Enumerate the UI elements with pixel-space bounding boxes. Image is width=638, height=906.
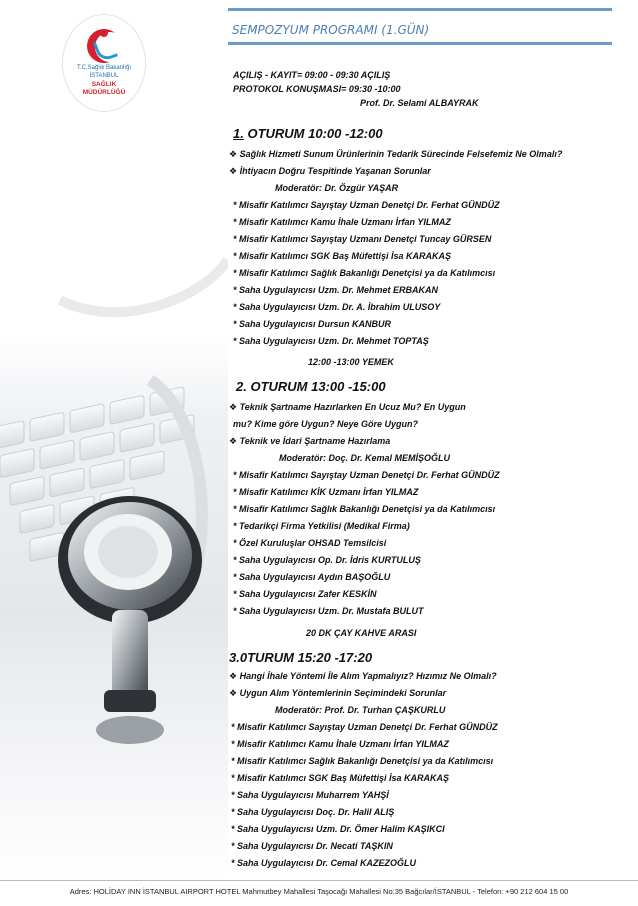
session-2-item: * Özel Kuruluşlar OHSAD Temsilcisi — [233, 538, 387, 548]
page-title: SEMPOZYUM PROGRAMI (1.GÜN) — [232, 23, 430, 37]
session-1-title — [233, 126, 383, 141]
session-1-item: * Misafir Katılımcı Sayıştay Uzman Denetçi Dr. Ferhat GÜNDÜZ — [233, 200, 500, 210]
stethoscope-icon — [0, 0, 228, 880]
session-1-item: * Misafir Katılımcı Sayıştay Uzmanı Denetçi Tuncay GÜRSEN — [233, 234, 492, 244]
session-1-item: * Saha Uygulayıcısı Uzm. Dr. A. İbrahim ULUSOY — [233, 302, 441, 312]
session-1-number: 1. — [233, 126, 244, 141]
lunch-break: 12:00 -13:00 YEMEK — [308, 357, 394, 367]
session-2-title: 2. OTURUM 13:00 -15:00 — [236, 379, 386, 394]
session-3-item: * Misafir Katılımcı Kamu İhale Uzmanı İrfan YILMAZ — [231, 739, 449, 749]
session-1-item: * Saha Uygulayıcısı Uzm. Dr. Mehmet ERBAKAN — [233, 285, 439, 295]
session-1-item: * Saha Uygulayıcısı Dursun KANBUR — [233, 319, 392, 329]
logo-line-4: MÜDÜRLÜĞÜ — [82, 89, 126, 96]
footer-address: Adres: HOLİDAY INN İSTANBUL AIRPORT HOTEL Mahmutbey Mahallesi Taşocağı Mahallesi No:35 Bağcılar/İSTANBUL - Telefon: +90 212 604 15 00 — [69, 887, 569, 896]
stethoscope-keyboard-illustration — [0, 0, 228, 880]
session-2-item: * Saha Uygulayıcısı Op. Dr. İdris KURTULUŞ — [233, 555, 421, 565]
session-2-moderator: Moderatör: Doç. Dr. Kemal MEMİŞOĞLU — [279, 453, 451, 463]
session-2-topic: ❖ Teknik Şartname Hazırlarken En Ucuz Mu? En Uygun — [229, 402, 466, 412]
session-3-title: 3.0TURUM 15:20 -17:20 — [229, 650, 373, 665]
session-2-item: * Saha Uygulayıcısı Aydın BAŞOĞLU — [233, 572, 391, 582]
session-3-item: * Saha Uygulayıcısı Dr. Cemal KAZEZOĞLU — [231, 858, 417, 868]
title-divider — [228, 42, 612, 45]
logo-line-1: T.C.Sağlık Bakanlığı — [76, 65, 132, 71]
opening-registration: AÇILIŞ - KAYIT= 09:00 - 09:30 AÇILIŞ — [233, 70, 391, 80]
session-1-topic: ❖ Sağlık Hizmeti Sunum Ürünlerinin Tedarik Sürecinde Felsefemiz Ne Olmalı? — [229, 149, 563, 159]
session-3-item: * Saha Uygulayıcısı Uzm. Dr. Ömer Halim KAŞIKCI — [231, 824, 445, 834]
session-3-item: * Saha Uygulayıcısı Muharrem YAHŞİ — [231, 790, 389, 800]
session-2-topic: ❖ Teknik ve İdari Şartname Hazırlama — [229, 436, 391, 446]
session-2-item: * Misafir Katılımcı Sağlık Bakanlığı Denetçisi ya da Katılımcısı — [233, 504, 496, 514]
session-1-time: OTURUM 10:00 -12:00 — [247, 126, 383, 141]
session-1-item: * Misafir Katılımcı SGK Baş Müfettişi İsa KARAKAŞ — [233, 251, 452, 261]
protocol-speech: PROTOKOL KONUŞMASI= 09:30 -10:00 — [233, 84, 401, 94]
session-2-topic: mu? Kime göre Uygun? Neye Göre Uygun? — [233, 419, 419, 429]
session-2-item: * Tedarikçi Firma Yetkilisi (Medikal Firma) — [233, 521, 410, 531]
figure-head-icon — [100, 29, 108, 37]
session-2-item: * Misafir Katılımcı KİK Uzmanı İrfan YILMAZ — [233, 487, 419, 497]
coffee-break: 20 DK ÇAY KAHVE ARASI — [306, 628, 417, 638]
session-2-item: * Saha Uygulayıcısı Uzm. Dr. Mustafa BULUT — [233, 606, 424, 616]
logo-line-2: İSTANBUL — [89, 73, 119, 79]
session-3-topic: ❖ Uygun Alım Yöntemlerinin Seçimindeki Sorunlar — [229, 688, 447, 698]
session-3-moderator: Moderatör: Prof. Dr. Turhan ÇAŞKURLU — [275, 705, 446, 715]
session-3-item: * Misafir Katılımcı SGK Baş Müfettişi İsa KARAKAŞ — [231, 773, 450, 783]
session-3-item: * Saha Uygulayıcısı Dr. Necati TAŞKIN — [231, 841, 393, 851]
session-1-moderator: Moderatör: Dr. Özgür YAŞAR — [275, 183, 399, 193]
session-1-item: * Misafir Katılımcı Kamu İhale Uzmanı İrfan YILMAZ — [233, 217, 451, 227]
footer-divider — [0, 880, 638, 881]
session-1-topic: ❖ İhtiyacın Doğru Tespitinde Yaşanan Sorunlar — [229, 166, 431, 176]
session-3-item: * Misafir Katılımcı Sayıştay Uzman Denetçi Dr. Ferhat GÜNDÜZ — [231, 722, 498, 732]
session-3-topic: ❖ Hangi İhale Yöntemi İle Alım Yapmalıyız? Hızımız Ne Olmalı? — [229, 671, 497, 681]
session-1-item: * Misafir Katılımcı Sağlık Bakanlığı Denetçisi ya da Katılımcısı — [233, 268, 496, 278]
session-3-item: * Saha Uygulayıcısı Doç. Dr. Halil ALIŞ — [231, 807, 395, 817]
session-3-item: * Misafir Katılımcı Sağlık Bakanlığı Denetçisi ya da Katılımcısı — [231, 756, 494, 766]
session-2-item: * Saha Uygulayıcısı Zafer KESKİN — [233, 589, 377, 599]
session-2-item: * Misafir Katılımcı Sayıştay Uzman Denetçi Dr. Ferhat GÜNDÜZ — [233, 470, 500, 480]
logo-line-3: SAĞLIK — [91, 81, 117, 88]
session-1-item: * Saha Uygulayıcısı Uzm. Dr. Mehmet TOPTAŞ — [233, 336, 429, 346]
opening-speaker: Prof. Dr. Selami ALBAYRAK — [360, 98, 479, 108]
health-directorate-logo — [62, 14, 146, 112]
top-divider — [228, 8, 612, 11]
